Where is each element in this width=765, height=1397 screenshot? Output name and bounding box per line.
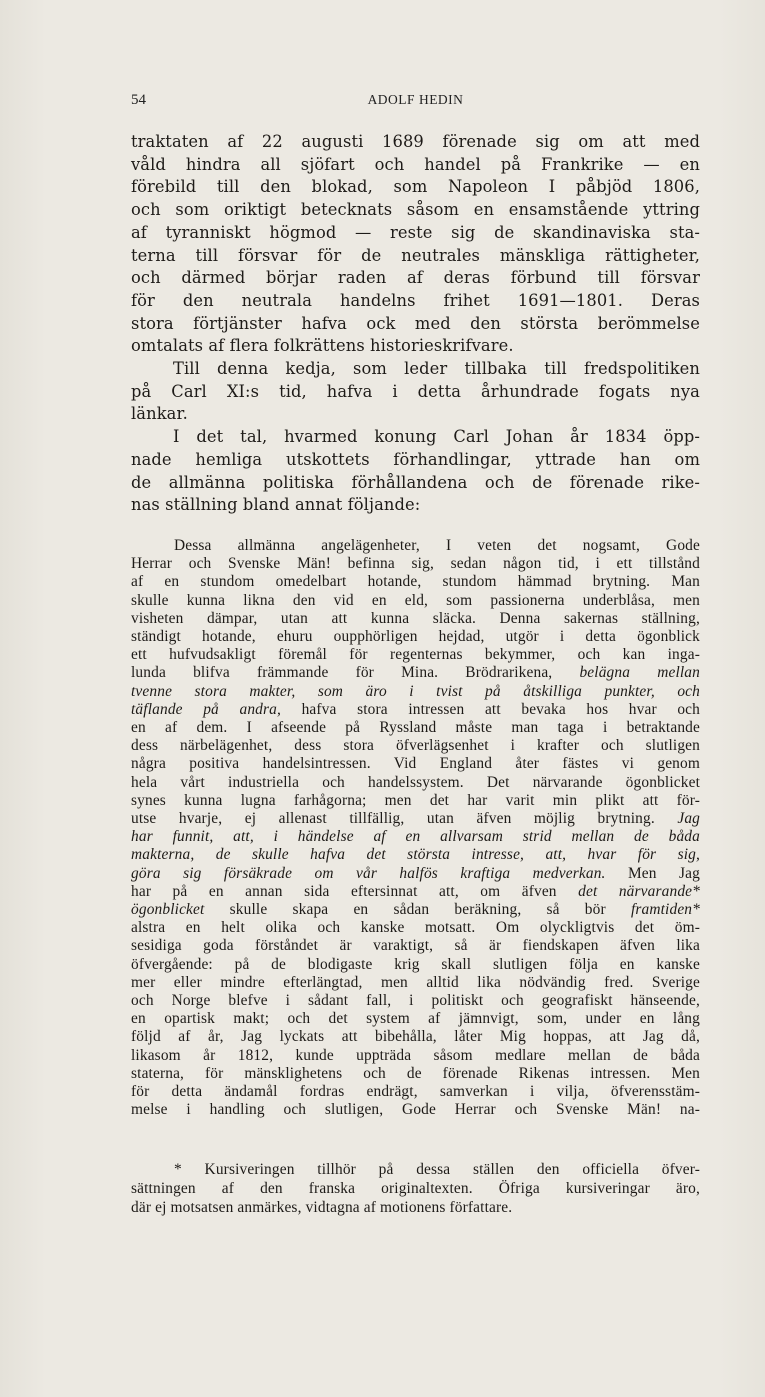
quote-line: melse i handling och slutligen, Gode Herrar och Svenske Män! na-	[131, 1101, 700, 1119]
quote-line	[131, 701, 700, 719]
text-line: och som oriktigt betecknats såsom en ensamstående yttring	[131, 200, 700, 220]
paragraph-3	[131, 426, 700, 517]
italic-text: Jag	[677, 810, 701, 828]
quote-text: skulle skapa en sådan beräkning, så bör	[229, 901, 606, 919]
quote-text: har på en annan sida eftersinnat att, om äfven	[131, 882, 557, 900]
quote-line: hela vårt industriella och handelssystem. Det närvarande ögonblicket	[131, 773, 700, 791]
text-line: omtalats af flera folkrättens historieskrifvare.	[131, 336, 514, 356]
quote-line: mer eller mindre efterlängtad, men alltid lika nödvändig fred. Sverige	[131, 973, 700, 991]
text-line: de allmänna politiska förhållandena och de förenade rike-	[131, 472, 700, 492]
text-line: Till denna kedja, som leder tillbaka till fredspolitiken	[173, 359, 700, 379]
quote-line	[131, 828, 700, 846]
quote-line	[131, 883, 700, 901]
quote-line: några positiva handelsintressen. Vid England åter fästes vi genom	[131, 755, 700, 773]
text-line: våld hindra all sjöfart och handel på Frankrike — en	[131, 154, 700, 174]
quote-line	[131, 664, 700, 682]
italic-text: göra sig försäkrade om vår halfös kraftiga medverkan.	[131, 864, 606, 882]
quote-line: ständigt hotande, ehuru oupphörligen hejdad, utgör i detta ögonblick	[131, 628, 700, 646]
italic-text: framtiden*	[630, 901, 700, 919]
quote-line: för detta ändamål fordras endrägt, samverkan i vilja, öfverensstäm-	[131, 1083, 700, 1101]
footnote-line: där ej motsatsen anmärkes, vidtagna af motionens författare.	[131, 1199, 513, 1216]
quote-line: en opartisk makt; och det system af jämnvigt, som, under en lång	[131, 1010, 700, 1028]
italic-text: belägna mellan	[579, 664, 700, 682]
text-line: terna till försvar för de neutrales mänskliga rättigheter,	[131, 245, 700, 265]
italic-text: har funnit, att, i händelse af en allvarsam strid mellan de båda	[131, 828, 700, 846]
text-line: af tyranniskt högmod — reste sig de skandinaviska sta-	[131, 222, 700, 242]
text-line: länkar.	[131, 404, 188, 424]
quote-line: Herrar och Svenske Män! befinna sig, sedan någon tid, i ett tillstånd	[131, 555, 700, 573]
running-title: ADOLF HEDIN	[367, 92, 464, 107]
quote-line: af en stundom omedelbart hotande, stundom hämmad brytning. Man	[131, 573, 700, 591]
text-line: på Carl XI:s tid, hafva i detta århundrade fogats nya	[131, 381, 700, 401]
quote-line: synes kunna lugna farhågorna; men det har varit min plikt att för-	[131, 791, 700, 809]
quote-line	[131, 683, 700, 701]
italic-text: ögonblicket	[131, 901, 205, 919]
paragraph-1	[131, 131, 700, 358]
quote-line: dess närbelägenhet, dess stora öfverlägsenhet i krafter och slutligen	[131, 737, 700, 755]
running-header	[131, 92, 700, 114]
paragraph-2	[131, 358, 700, 426]
footnote-line: sättningen af den franska originaltexten. Öfriga kursiveringar äro,	[131, 1180, 700, 1197]
text-line: stora förtjänster hafva ock med den största berömmelse	[131, 313, 700, 333]
italic-text: det närvarande*	[578, 882, 700, 900]
text-line: nas ställning bland annat följande:	[131, 495, 421, 515]
quote-line	[131, 865, 700, 883]
text-line: nade hemliga utskottets förhandlingar, yttrade han om	[131, 449, 700, 469]
quote-text: utse hvarje, ej allenast tillfällig, utan äfven möjlig brytning.	[131, 810, 655, 828]
page-number: 54	[131, 92, 146, 108]
block-quote	[131, 537, 700, 1120]
quote-line: staterna, för mänsklighetens och de förenade Rikenas intressen. Men	[131, 1064, 700, 1082]
quote-line: Dessa allmänna angelägenheter, I veten det nogsamt, Gode	[174, 537, 700, 554]
text-line: för den neutrala handelns frihet 1691—1801. Deras	[131, 290, 700, 310]
text-line: och därmed börjar raden af deras förbund till försvar	[131, 268, 700, 288]
quote-line: skulle kunna likna den vid en eld, som passionerna underblåsa, men	[131, 591, 700, 609]
quote-line: visheten dämpar, utan att kunna släcka. Denna sakernas ställning,	[131, 609, 700, 627]
quote-line: alstra en helt olika och kanske motsatt. Om olyckligtvis det öm-	[131, 919, 700, 937]
quote-line: sesidiga goda förståndet är varaktigt, så är fiendskapen äfven lika	[131, 937, 700, 955]
italic-text: tvenne stora makter, som äro i tvist på åtskilliga punkter, och	[131, 682, 700, 700]
quote-text: Men Jag	[627, 864, 701, 882]
main-text	[131, 131, 700, 517]
footnote	[131, 1160, 700, 1217]
quote-line: ett hufvudsakligt föremål för regenternas bekymmer, och kan inga-	[131, 646, 700, 664]
quote-line	[131, 901, 700, 919]
quote-line: och Norge blefve i sådant fall, i politiskt och geografiskt hänseende,	[131, 992, 700, 1010]
quote-line: öfvergående: på de blodigaste krig skall slutligen följa en kanske	[131, 955, 700, 973]
italic-text: täflande på andra,	[131, 700, 281, 718]
quote-text: lunda blifva främmande för Mina. Brödrarikena,	[131, 664, 553, 682]
text-line: förebild till den blokad, som Napoleon I påbjöd 1806,	[131, 177, 700, 197]
quote-line: likasom år 1812, kunde uppträda såsom medlare mellan de båda	[131, 1046, 700, 1064]
quote-line	[131, 846, 700, 864]
italic-text: makterna, de skulle hafva det största intresse, att, hvar för sig,	[131, 846, 700, 864]
quote-text: hafva stora intressen att bevaka hos hvar och	[301, 700, 700, 718]
quote-line: en af dem. I afseende på Ryssland måste man taga i betraktande	[131, 719, 700, 737]
footnote-line: * Kursiveringen tillhör på dessa ställen den officiella öfver-	[174, 1161, 700, 1178]
quote-line	[131, 810, 700, 828]
text-line: traktaten af 22 augusti 1689 förenade sig om att med	[131, 132, 700, 151]
quote-line: följd af år, Jag lyckats att bibehålla, låter Mig hoppas, att Jag då,	[131, 1028, 700, 1046]
text-line: I det tal, hvarmed konung Carl Johan år 1834 öpp-	[173, 427, 700, 447]
